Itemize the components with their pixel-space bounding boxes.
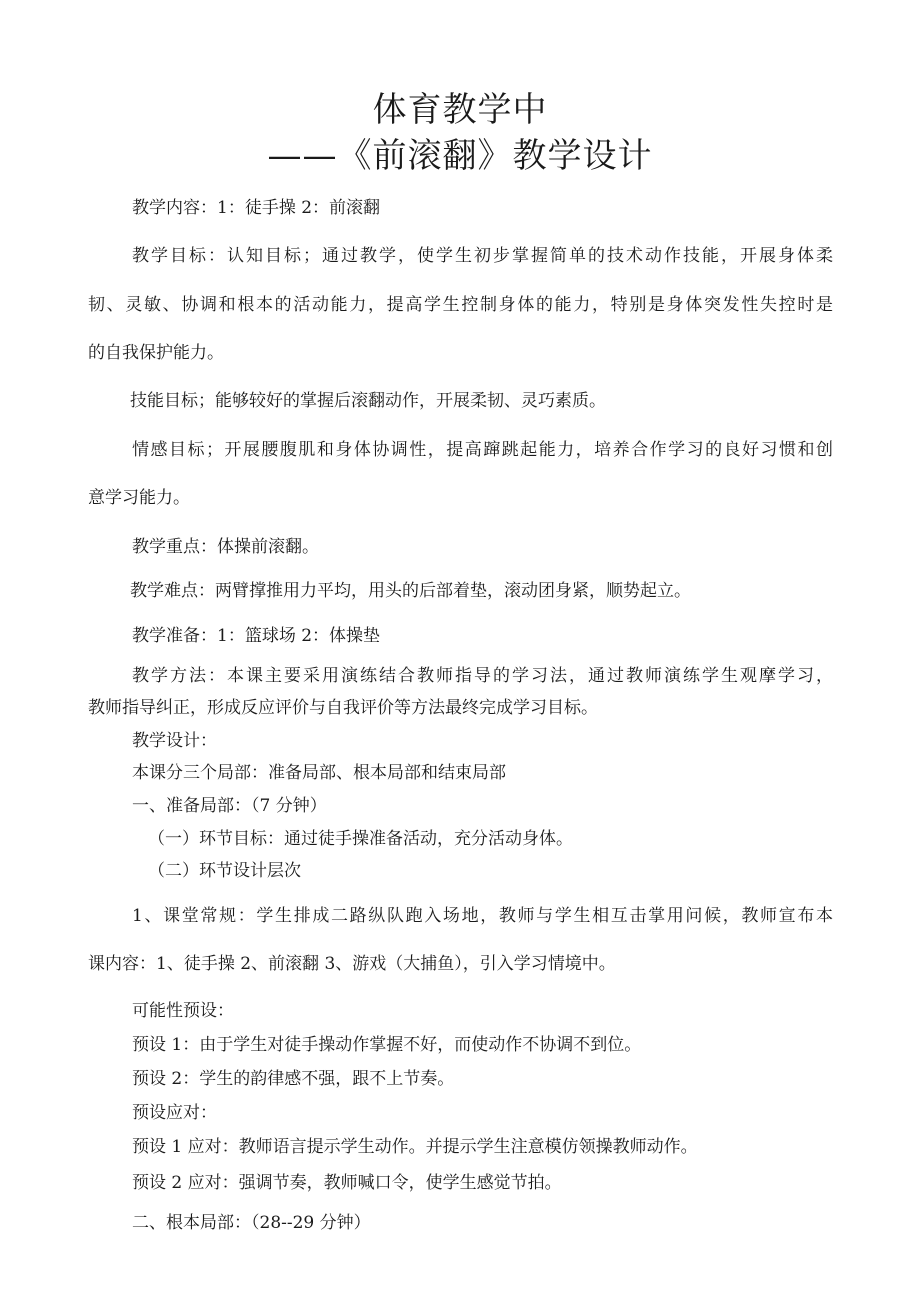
- preset-1-line: 预设 1：由于学生对徒手操动作掌握不好，而使动作不协调不到位。: [132, 1035, 642, 1055]
- preset-2-line: 预设 2：学生的韵律感不强，跟不上节奏。: [132, 1069, 455, 1089]
- document-title-line-1: 体育教学中: [372, 90, 548, 130]
- teaching-method-line-2: 教师指导纠正，形成反应评价与自我评价等方法最终完成学习目标。: [88, 698, 598, 718]
- teaching-preparation-line: 教学准备：1：篮球场 2：体操垫: [132, 626, 381, 646]
- course-structure-line: 本课分三个局部：准备局部、根本局部和结束局部: [132, 763, 506, 783]
- preset-1-response-line: 预设 1 应对：教师语言提示学生动作。并提示学生注意模仿领操教师动作。: [132, 1137, 698, 1157]
- step-design-line: （二）环节设计层次: [148, 861, 301, 881]
- document-title-line-2: ——《前滚翻》教学设计: [267, 136, 653, 176]
- section-preparation-heading: 一、准备局部：（7 分钟）: [132, 796, 327, 816]
- section-main-heading: 二、根本局部：（28--29 分钟）: [132, 1213, 371, 1233]
- classroom-routine-line-1: 1、课堂常规：学生排成二路纵队跑入场地，教师与学生相互击掌用问候，教师宣布本: [132, 906, 833, 926]
- emotion-goal-line-2: 意学习能力。: [88, 488, 190, 508]
- teaching-goal-line-2: 韧、灵敏、协调和根本的活动能力，提高学生控制身体的能力，特别是身体突发性失控时是: [88, 295, 833, 315]
- skill-goal-line: 技能目标；能够较好的掌握后滚翻动作，开展柔韧、灵巧素质。: [130, 391, 606, 411]
- teaching-method-line-1: 教学方法：本课主要采用演练结合教师指导的学习法，通过教师演练学生观摩学习，: [132, 666, 833, 686]
- possible-presets-heading: 可能性预设：: [132, 1001, 234, 1021]
- classroom-routine-line-2: 课内容：1、徒手操 2、前滚翻 3、游戏（大捕鱼），引入学习情境中。: [88, 954, 616, 974]
- teaching-design-heading: 教学设计：: [132, 731, 217, 751]
- emotion-goal-line-1: 情感目标；开展腰腹肌和身体协调性，提高蹿跳起能力，培养合作学习的良好习惯和创: [132, 440, 833, 460]
- teaching-goal-line-3: 的自我保护能力。: [88, 343, 224, 363]
- preset-response-heading: 预设应对：: [132, 1103, 217, 1123]
- step-goal-line: （一）环节目标：通过徒手操准备活动，充分活动身体。: [148, 829, 573, 849]
- teaching-goal-line-1: 教学目标：认知目标；通过教学，使学生初步掌握简单的技术动作技能，开展身体柔: [132, 246, 833, 266]
- teaching-content-line: 教学内容：1：徒手操 2：前滚翻: [132, 198, 381, 218]
- teaching-difficulty-line: 教学难点：两臂撑推用力平均，用头的后部着垫，滚动团身紧，顺势起立。: [130, 581, 691, 601]
- teaching-focus-line: 教学重点：体操前滚翻。: [132, 537, 319, 557]
- preset-2-response-line: 预设 2 应对：强调节奏，教师喊口令，使学生感觉节拍。: [132, 1173, 562, 1193]
